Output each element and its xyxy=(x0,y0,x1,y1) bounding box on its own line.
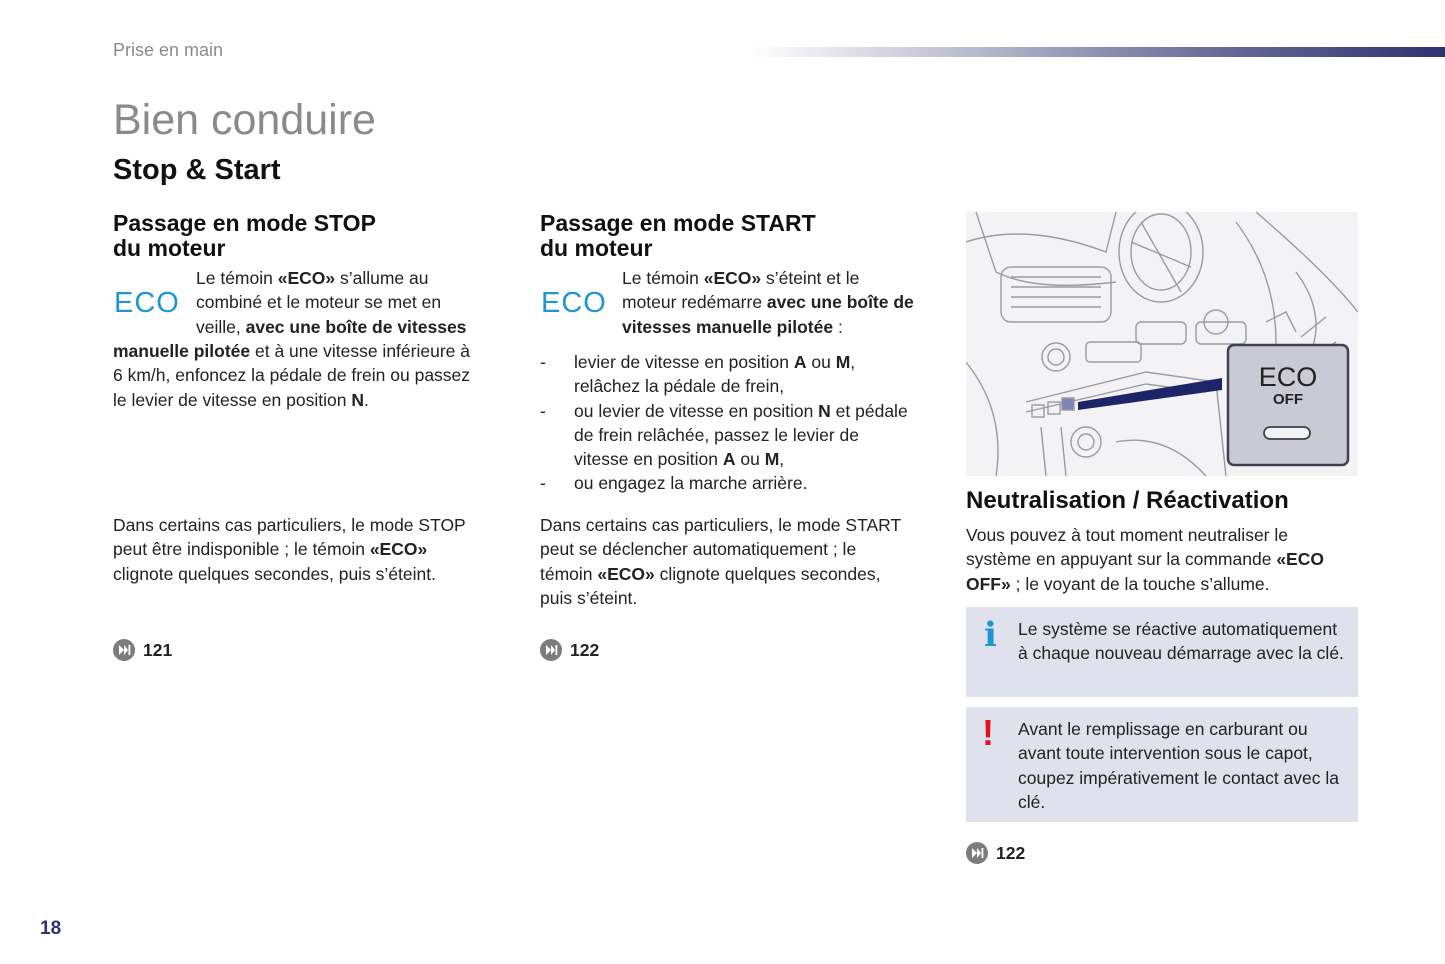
list-dash: - xyxy=(540,352,546,372)
list-item xyxy=(540,471,940,495)
start-reference-number: 122 xyxy=(570,639,600,660)
start-page-reference[interactable] xyxy=(540,639,599,661)
stop-heading-line1: Passage en mode STOP xyxy=(113,210,376,236)
warning-box xyxy=(966,707,1358,822)
eco-indicator-icon: ECO xyxy=(114,287,180,319)
eco-indicator-icon: ECO xyxy=(541,287,607,319)
stop-page-reference[interactable] xyxy=(113,639,172,661)
section-label: Prise en main xyxy=(113,40,224,60)
stop-heading xyxy=(113,211,376,261)
start-heading-line2: du moteur xyxy=(540,235,653,261)
page-link-icon xyxy=(540,639,562,661)
dashboard-illustration xyxy=(966,212,1358,476)
header-gradient-bar xyxy=(750,47,1445,57)
page-link-icon xyxy=(966,842,988,864)
start-heading-line1: Passage en mode START xyxy=(540,210,816,236)
page-title: Bien conduire xyxy=(113,96,376,144)
stop-paragraph-continued: manuelle pilotée et à une vitesse inférieure à 6 km/h, enfoncez la pédale de frein ou passez le levier de vitesse en position N. xyxy=(113,341,471,410)
neutral-paragraph: Vous pouvez à tout moment neutraliser le système en appuyant sur la commande «ECO OFF» ; le voyant de la touche s’allume. xyxy=(966,525,1324,594)
page-subtitle: Stop & Start xyxy=(113,154,281,186)
page-number: 18 xyxy=(40,918,62,939)
warning-icon: ! xyxy=(982,712,994,753)
eco-off-button-label-off: OFF xyxy=(1273,391,1303,408)
eco-off-button-label-eco: ECO xyxy=(1258,362,1318,392)
neutral-page-reference[interactable] xyxy=(966,842,1025,864)
info-icon: i xyxy=(984,615,997,655)
list-item-text: levier de vitesse en position A ou M, relâchez la pédale de frein, xyxy=(574,352,856,397)
list-dash: - xyxy=(540,473,546,494)
info-box xyxy=(966,607,1358,697)
list-dash: - xyxy=(540,400,546,421)
stop-paragraph-notice: Dans certains cas particuliers, le mode STOP peut être indisponible ; le témoin «ECO» clignote quelques secondes, puis s’éteint. xyxy=(113,515,466,584)
start-conditions-list xyxy=(540,350,940,496)
list-item xyxy=(540,350,940,399)
neutral-heading: Neutralisation / Réactivation xyxy=(966,487,1289,514)
start-paragraph-intro: Le témoin «ECO» s’éteint et le moteur redémarre avec une boîte de vitesses manuelle pilotée : xyxy=(622,268,914,337)
info-text: Le système se réactive automatiquement à chaque nouveau démarrage avec la clé. xyxy=(1018,619,1344,664)
stop-reference-number: 121 xyxy=(143,639,173,660)
page-link-icon xyxy=(113,639,135,661)
neutral-reference-number: 122 xyxy=(996,842,1026,863)
stop-paragraph-intro: Le témoin «ECO» s’allume au combiné et le moteur se met en veille, avec une boîte de vitesses xyxy=(196,268,467,337)
warning-text: Avant le remplissage en carburant ou avant toute intervention sous le capot, coupez impérativement le contact avec la clé. xyxy=(1018,719,1339,812)
stop-heading-line2: du moteur xyxy=(113,235,226,261)
start-heading xyxy=(540,211,816,261)
start-paragraph-notice: Dans certains cas particuliers, le mode START peut se déclencher automatiquement ; le témoin «ECO» clignote quelques secondes, puis s’éteint. xyxy=(540,515,902,608)
list-item-text: ou engagez la marche arrière. xyxy=(574,473,808,494)
list-item-text: ou levier de vitesse en position N et pédale de frein relâchée, passez le levier de vitesse en position A ou M, xyxy=(574,400,908,470)
list-item xyxy=(540,399,940,472)
